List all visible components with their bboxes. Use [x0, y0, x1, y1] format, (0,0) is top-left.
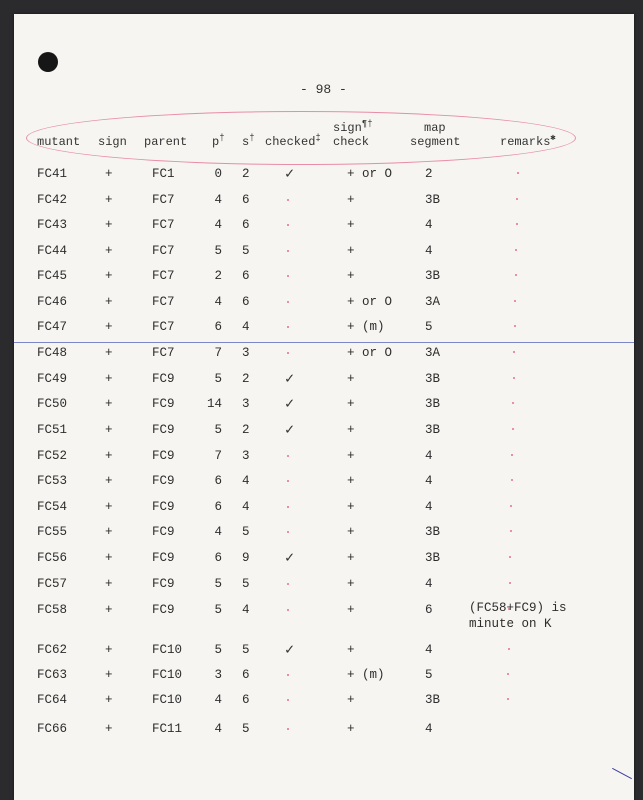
blue-pencil-line: [14, 342, 634, 343]
s-value-cell: 6: [242, 693, 250, 707]
mutant-cell: FC53: [37, 474, 68, 488]
header-checked: [265, 135, 321, 149]
header-p: [212, 135, 225, 149]
map-segment-cell: 4: [425, 474, 433, 488]
red-pencil-tick: [287, 326, 289, 328]
red-pencil-tick: [513, 351, 515, 353]
header-remarks-footnote-mark: ✱: [550, 133, 556, 143]
sign-check-cell: + (m): [347, 668, 385, 682]
header-mutant: mutant: [37, 135, 81, 149]
map-segment-cell: 4: [425, 577, 433, 591]
map-segment-cell: 4: [425, 244, 433, 258]
sign-check-cell: +: [347, 551, 355, 565]
red-pencil-tick: [516, 198, 518, 200]
sign-cell: +: [105, 551, 113, 565]
red-pencil-tick: [507, 698, 509, 700]
parent-cell: FC11: [152, 722, 183, 736]
header-s-footnote-mark: †: [249, 133, 255, 143]
header-sign: sign: [98, 135, 127, 149]
sign-cell: +: [105, 397, 113, 411]
map-segment-cell: 3B: [425, 693, 441, 707]
mutant-cell: FC62: [37, 643, 68, 657]
mutant-cell: FC48: [37, 346, 68, 360]
map-segment-cell: 3B: [425, 269, 441, 283]
parent-cell: FC1: [152, 167, 175, 181]
map-segment-cell: 3B: [425, 525, 441, 539]
header-s: [242, 135, 255, 149]
sign-cell: +: [105, 193, 113, 207]
sign-check-cell: + or O: [347, 295, 393, 309]
sign-check-cell: + (m): [347, 320, 385, 334]
red-pencil-tick: [287, 609, 289, 611]
parent-cell: FC7: [152, 269, 175, 283]
table-row: [0, 551, 643, 567]
p-value-cell: 5: [214, 244, 222, 258]
sign-check-cell: +: [347, 244, 355, 258]
punch-hole: [38, 52, 58, 72]
mutant-cell: FC56: [37, 551, 68, 565]
sign-cell: +: [105, 244, 113, 258]
table-row: [0, 372, 643, 388]
mutant-cell: FC63: [37, 668, 68, 682]
sign-cell: +: [105, 474, 113, 488]
s-value-cell: 5: [242, 244, 250, 258]
map-segment-cell: 4: [425, 449, 433, 463]
mutant-cell: FC51: [37, 423, 68, 437]
checked-cell: ✓: [285, 371, 295, 388]
red-pencil-tick: [287, 674, 289, 676]
sign-check-cell: +: [347, 500, 355, 514]
mutant-cell: FC66: [37, 722, 68, 736]
red-pencil-tick: [515, 249, 517, 251]
p-value-cell: 5: [214, 372, 222, 386]
parent-cell: FC9: [152, 577, 175, 591]
sign-cell: +: [105, 218, 113, 232]
header-sign-check-line2: check: [333, 135, 370, 149]
map-segment-cell: 5: [425, 320, 433, 334]
s-value-cell: 6: [242, 269, 250, 283]
sign-check-cell: + or O: [347, 167, 393, 181]
map-segment-cell: 4: [425, 643, 433, 657]
red-pencil-tick: [287, 250, 289, 252]
parent-cell: FC9: [152, 603, 175, 617]
checked-cell: ✓: [285, 396, 295, 413]
table-row: [0, 397, 643, 413]
sign-check-cell: +: [347, 269, 355, 283]
header-p-footnote-mark: †: [219, 133, 225, 143]
sign-check-cell: +: [347, 577, 355, 591]
red-pencil-tick: [287, 480, 289, 482]
mutant-cell: FC49: [37, 372, 68, 386]
sign-check-cell: +: [347, 474, 355, 488]
s-value-cell: 6: [242, 295, 250, 309]
header-remarks: [500, 135, 556, 149]
sign-check-cell: +: [347, 449, 355, 463]
red-pencil-tick: [514, 300, 516, 302]
sign-cell: +: [105, 167, 113, 181]
sign-check-cell: +: [347, 193, 355, 207]
sign-cell: +: [105, 693, 113, 707]
parent-cell: FC9: [152, 449, 175, 463]
sign-cell: +: [105, 320, 113, 334]
table-row: [0, 218, 643, 234]
table-row: [0, 693, 643, 709]
mutant-cell: FC58: [37, 603, 68, 617]
mutant-cell: FC50: [37, 397, 68, 411]
map-segment-cell: 3B: [425, 551, 441, 565]
p-value-cell: 7: [214, 346, 222, 360]
map-segment-cell: 3B: [425, 372, 441, 386]
p-value-cell: 6: [214, 474, 222, 488]
header-map-line1: map: [424, 121, 446, 135]
p-value-cell: 4: [214, 193, 222, 207]
s-value-cell: 6: [242, 218, 250, 232]
sign-cell: +: [105, 722, 113, 736]
header-checked-label: checked: [265, 135, 316, 149]
s-value-cell: 4: [242, 320, 250, 334]
s-value-cell: 5: [242, 722, 250, 736]
map-segment-cell: 5: [425, 668, 433, 682]
parent-cell: FC9: [152, 500, 175, 514]
red-pencil-tick: [512, 402, 514, 404]
parent-cell: FC10: [152, 668, 183, 682]
header-map-line2: segment: [410, 135, 461, 149]
table-row: [0, 722, 643, 738]
red-pencil-tick: [287, 224, 289, 226]
table-row: [0, 193, 643, 209]
checked-cell: ✓: [285, 642, 295, 659]
p-value-cell: 3: [214, 668, 222, 682]
red-pencil-tick: [511, 479, 513, 481]
p-value-cell: 4: [214, 218, 222, 232]
red-pencil-tick: [507, 673, 509, 675]
sign-check-cell: +: [347, 643, 355, 657]
p-value-cell: 5: [214, 577, 222, 591]
mutant-cell: FC47: [37, 320, 68, 334]
red-pencil-tick: [287, 531, 289, 533]
parent-cell: FC7: [152, 320, 175, 334]
header-remarks-label: remarks: [500, 135, 551, 149]
p-value-cell: 5: [214, 643, 222, 657]
map-segment-cell: 4: [425, 218, 433, 232]
red-pencil-tick: [513, 377, 515, 379]
table-row: [0, 577, 643, 593]
s-value-cell: 2: [242, 372, 250, 386]
s-value-cell: 2: [242, 167, 250, 181]
sign-cell: +: [105, 525, 113, 539]
parent-cell: FC9: [152, 525, 175, 539]
checked-cell: ✓: [285, 550, 295, 567]
header-sign-check-footnote-mark: ¶†: [361, 119, 373, 129]
p-value-cell: 5: [214, 423, 222, 437]
parent-cell: FC9: [152, 474, 175, 488]
p-value-cell: 7: [214, 449, 222, 463]
sign-check-cell: +: [347, 423, 355, 437]
table-row: [0, 525, 643, 541]
mutant-cell: FC41: [37, 167, 68, 181]
sign-check-cell: +: [347, 397, 355, 411]
s-value-cell: 5: [242, 643, 250, 657]
mutant-cell: FC44: [37, 244, 68, 258]
mutant-cell: FC54: [37, 500, 68, 514]
mutant-cell: FC43: [37, 218, 68, 232]
map-segment-cell: 3B: [425, 193, 441, 207]
mutant-cell: FC57: [37, 577, 68, 591]
table-row: [0, 643, 643, 659]
p-value-cell: 4: [214, 525, 222, 539]
sign-cell: +: [105, 577, 113, 591]
p-value-cell: 6: [214, 551, 222, 565]
red-pencil-tick: [287, 506, 289, 508]
p-value-cell: 4: [214, 722, 222, 736]
header-p-label: p: [212, 135, 220, 149]
sign-cell: +: [105, 668, 113, 682]
table-row: [0, 449, 643, 465]
parent-cell: FC9: [152, 551, 175, 565]
red-pencil-tick: [511, 454, 513, 456]
map-segment-cell: 3B: [425, 423, 441, 437]
sign-cell: +: [105, 500, 113, 514]
sign-cell: +: [105, 423, 113, 437]
s-value-cell: 3: [242, 397, 250, 411]
red-pencil-tick: [509, 582, 511, 584]
mutant-cell: FC64: [37, 693, 68, 707]
checked-cell: ✓: [285, 422, 295, 439]
sign-cell: +: [105, 643, 113, 657]
table-row: [0, 320, 643, 336]
header-s-label: s: [242, 135, 250, 149]
red-pencil-tick: [512, 428, 514, 430]
s-value-cell: 5: [242, 577, 250, 591]
remark-fc58: (FC58+FC9) is minute on K: [469, 601, 567, 631]
red-pencil-tick: [287, 699, 289, 701]
sign-check-cell: + or O: [347, 346, 393, 360]
map-segment-cell: 4: [425, 722, 433, 736]
table-row: [0, 167, 643, 183]
mutant-cell: FC55: [37, 525, 68, 539]
red-pencil-tick: [287, 352, 289, 354]
sign-cell: +: [105, 295, 113, 309]
parent-cell: FC9: [152, 372, 175, 386]
parent-cell: FC7: [152, 346, 175, 360]
red-pencil-tick: [287, 301, 289, 303]
red-pencil-tick: [287, 583, 289, 585]
header-parent: parent: [144, 135, 188, 149]
mutant-cell: FC46: [37, 295, 68, 309]
table-row: [0, 244, 643, 260]
red-pencil-tick: [287, 275, 289, 277]
red-pencil-tick: [508, 648, 510, 650]
p-value-cell: 6: [214, 500, 222, 514]
red-pencil-tick: [514, 325, 516, 327]
red-pencil-tick: [287, 199, 289, 201]
page-number: - 98 -: [300, 82, 347, 97]
map-segment-cell: 6: [425, 603, 433, 617]
table-row: [0, 423, 643, 439]
s-value-cell: 6: [242, 668, 250, 682]
parent-cell: FC10: [152, 693, 183, 707]
parent-cell: FC9: [152, 397, 175, 411]
sign-cell: +: [105, 269, 113, 283]
checked-cell: ✓: [285, 166, 295, 183]
table-row: [0, 346, 643, 362]
s-value-cell: 9: [242, 551, 250, 565]
s-value-cell: 5: [242, 525, 250, 539]
s-value-cell: 3: [242, 449, 250, 463]
parent-cell: FC7: [152, 295, 175, 309]
p-value-cell: 14: [206, 397, 222, 411]
p-value-cell: 0: [214, 167, 222, 181]
sign-cell: +: [105, 449, 113, 463]
mutant-cell: FC52: [37, 449, 68, 463]
red-pencil-tick: [515, 274, 517, 276]
map-segment-cell: 3A: [425, 346, 441, 360]
parent-cell: FC7: [152, 193, 175, 207]
p-value-cell: 5: [214, 603, 222, 617]
sign-check-cell: +: [347, 218, 355, 232]
header-checked-footnote-mark: ‡: [315, 133, 321, 143]
s-value-cell: 4: [242, 474, 250, 488]
red-pencil-tick: [510, 505, 512, 507]
red-pencil-tick: [509, 556, 511, 558]
p-value-cell: 4: [214, 693, 222, 707]
red-pencil-tick: [517, 172, 519, 174]
sign-check-cell: +: [347, 603, 355, 617]
s-value-cell: 3: [242, 346, 250, 360]
map-segment-cell: 3B: [425, 397, 441, 411]
sign-cell: +: [105, 603, 113, 617]
s-value-cell: 6: [242, 193, 250, 207]
table-row: [0, 500, 643, 516]
map-segment-cell: 3A: [425, 295, 441, 309]
s-value-cell: 4: [242, 603, 250, 617]
mutant-cell: FC42: [37, 193, 68, 207]
sign-check-cell: +: [347, 372, 355, 386]
map-segment-cell: 2: [425, 167, 433, 181]
p-value-cell: 2: [214, 269, 222, 283]
header-sign-check-label: sign: [333, 121, 362, 135]
sign-check-cell: +: [347, 722, 355, 736]
red-pencil-tick: [510, 530, 512, 532]
s-value-cell: 4: [242, 500, 250, 514]
sign-cell: +: [105, 372, 113, 386]
table-row: [0, 269, 643, 285]
p-value-cell: 6: [214, 320, 222, 334]
header-sign-check-line1: [333, 121, 373, 135]
sign-check-cell: +: [347, 693, 355, 707]
table-row: [0, 295, 643, 311]
parent-cell: FC7: [152, 218, 175, 232]
mutant-cell: FC45: [37, 269, 68, 283]
p-value-cell: 4: [214, 295, 222, 309]
table-row: [0, 474, 643, 490]
sign-check-cell: +: [347, 525, 355, 539]
map-segment-cell: 4: [425, 500, 433, 514]
s-value-cell: 2: [242, 423, 250, 437]
red-pencil-tick: [287, 455, 289, 457]
parent-cell: FC9: [152, 423, 175, 437]
table-row: [0, 668, 643, 684]
parent-cell: FC10: [152, 643, 183, 657]
parent-cell: FC7: [152, 244, 175, 258]
red-pencil-tick: [516, 223, 518, 225]
sign-cell: +: [105, 346, 113, 360]
red-pencil-tick: [287, 728, 289, 730]
